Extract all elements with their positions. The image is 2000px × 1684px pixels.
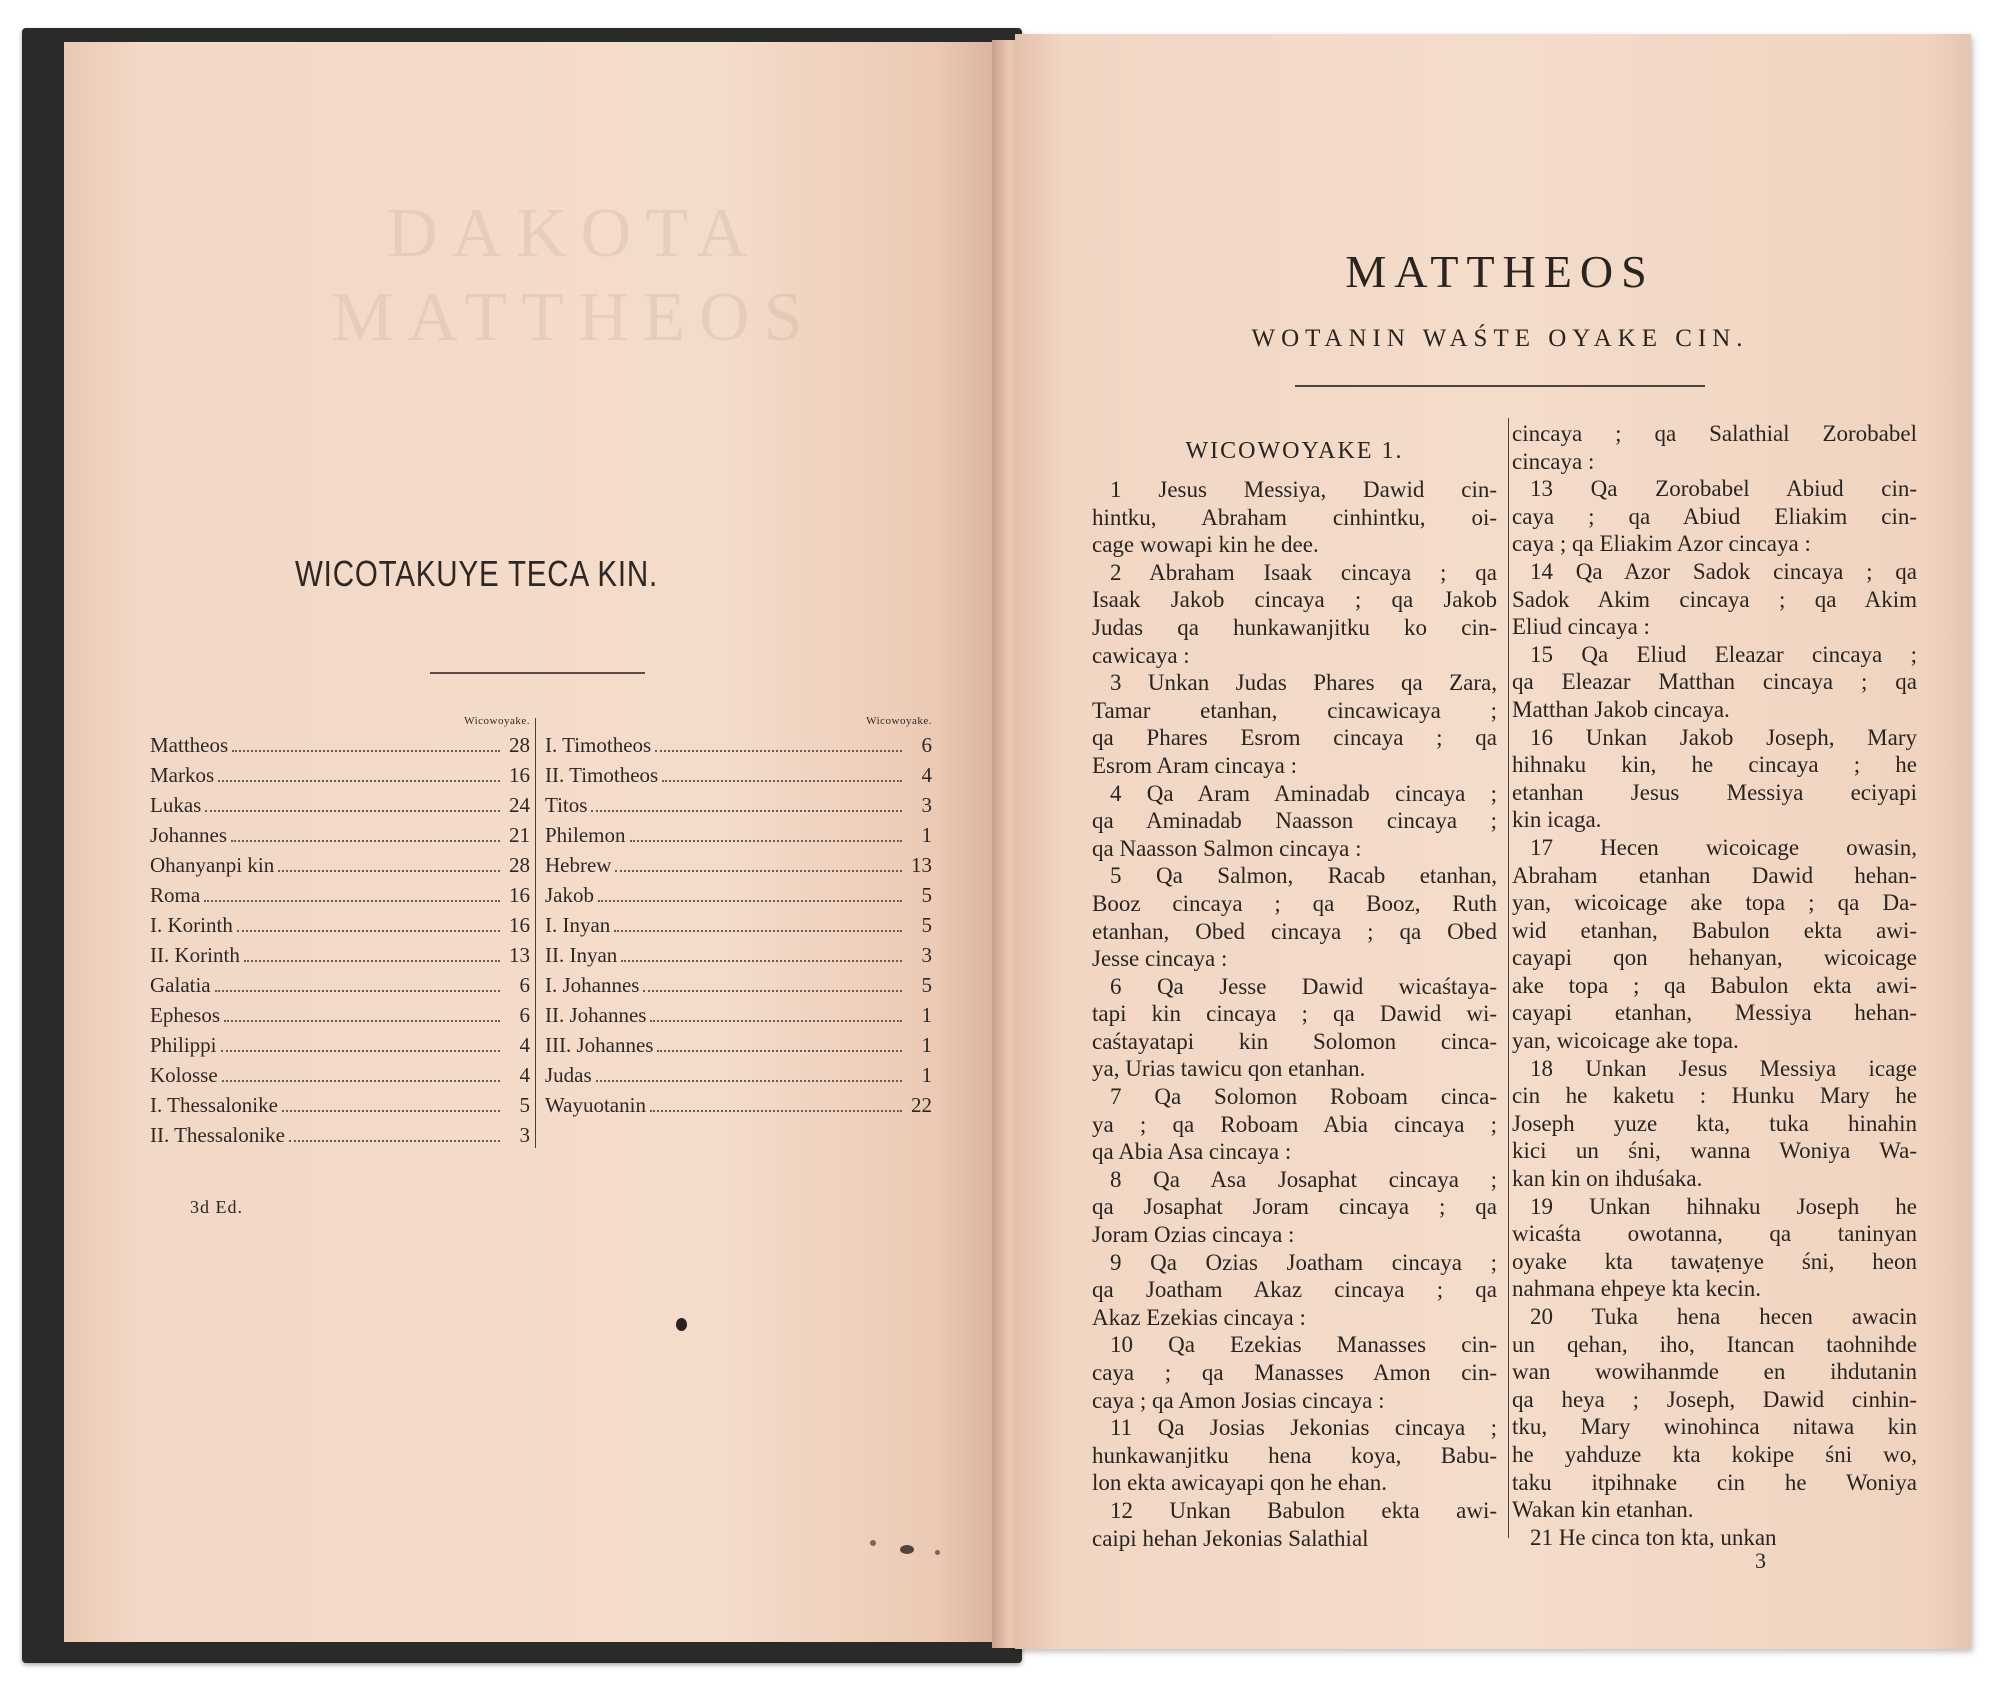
text-line: etanhan, Obed cincaya ; qa Obed <box>1092 918 1497 944</box>
toc-chapter-count: 5 <box>921 913 932 937</box>
toc-column-2 <box>545 712 932 1120</box>
toc-leader-dots <box>231 840 500 842</box>
toc-entry <box>150 1060 530 1090</box>
toc-entry <box>545 1060 932 1090</box>
toc-leader-dots <box>282 1110 500 1112</box>
toc-chapter-count: 21 <box>509 823 530 847</box>
toc-chapter-count: 3 <box>921 793 932 817</box>
toc-chapter-count: 5 <box>921 883 932 907</box>
toc-entry <box>545 910 932 940</box>
toc-entry <box>545 730 932 760</box>
column-header: Wicowoyake. <box>866 715 932 727</box>
ink-speck <box>900 1545 914 1554</box>
text-line: kan kin on ihduśaka. <box>1512 1166 1703 1192</box>
text-line: qa Aminadab Naasson cincaya ; <box>1092 808 1497 834</box>
text-line: Eliud cincaya : <box>1512 614 1650 640</box>
text-column-left <box>1092 420 1497 1552</box>
edition-note: 3d Ed. <box>190 1197 243 1217</box>
toc-chapter-count: 4 <box>519 1033 530 1057</box>
text-line: cage wowapi kin he dee. <box>1092 532 1319 558</box>
text-line: qa Josaphat Joram cincaya ; qa <box>1092 1194 1497 1220</box>
title-rule <box>1295 385 1705 387</box>
text-line: cin he kaketu : Hunku Mary he <box>1512 1083 1917 1109</box>
text-line: qa Naasson Salmon cincaya : <box>1092 835 1362 861</box>
toc-leader-dots <box>643 990 902 992</box>
column-separator <box>1508 418 1509 1538</box>
text-line: lon ekta awicayapi qon he ehan. <box>1092 1470 1388 1496</box>
toc-entry <box>545 790 932 820</box>
text-line: Esrom Aram cincaya : <box>1092 752 1298 778</box>
toc-entry <box>150 850 530 880</box>
text-line: caśtayatapi kin Solomon cinca- <box>1092 1028 1497 1054</box>
text-line: 20 Tuka hena hecen awacin <box>1530 1304 1917 1329</box>
toc-entry <box>150 940 530 970</box>
toc-leader-dots <box>289 1140 500 1142</box>
text-line: 4 Qa Aram Aminadab cincaya ; <box>1110 780 1497 806</box>
toc-book-name: II. Korinth <box>150 943 240 967</box>
toc-entry <box>545 1030 932 1060</box>
text-line: qa heya ; Joseph, Dawid cinhin- <box>1512 1386 1917 1412</box>
bleed-through-text: DAKOTA MATTHEOS <box>331 195 817 356</box>
text-line: Abraham etanhan Dawid hehan- <box>1512 862 1917 888</box>
toc-entry <box>545 880 932 910</box>
text-line: 5 Qa Salmon, Racab etanhan, <box>1110 863 1497 889</box>
text-line: taku itpihnake cin he Woniya <box>1512 1469 1917 1495</box>
text-column-right <box>1512 420 1917 1551</box>
toc-entry <box>150 820 530 850</box>
text-line: qa Joatham Akaz cincaya ; qa <box>1092 1277 1497 1303</box>
toc-book-name: Hebrew <box>545 853 612 877</box>
ink-speck <box>676 1318 687 1331</box>
toc-entry <box>150 760 530 790</box>
text-line: caya ; qa Eliakim Azor cincaya : <box>1512 531 1811 557</box>
toc-book-name: Jakob <box>545 883 594 907</box>
verse-lines <box>1512 420 1917 1551</box>
toc-leader-dots <box>662 780 902 782</box>
toc-entry <box>150 730 530 760</box>
text-line: 11 Qa Josias Jekonias cincaya ; <box>1110 1415 1497 1441</box>
toc-chapter-count: 5 <box>519 1093 530 1117</box>
toc-leader-dots <box>596 1080 902 1082</box>
toc-chapter-count: 1 <box>921 1063 932 1087</box>
toc-book-name: Lukas <box>150 793 202 817</box>
text-line: yan, wicoicage ake topa ; qa Da- <box>1512 890 1917 916</box>
toc-leader-dots <box>222 1080 500 1082</box>
text-line: Booz cincaya ; qa Booz, Ruth <box>1092 890 1497 916</box>
text-line: Joseph yuze kta, tuka hinahin <box>1512 1110 1917 1136</box>
toc-book-name: II. Johannes <box>545 1003 647 1027</box>
text-line: ake topa ; qa Babulon ekta awi- <box>1512 972 1917 998</box>
toc-chapter-count: 16 <box>509 763 530 787</box>
text-line: 2 Abraham Isaak cincaya ; qa <box>1110 559 1497 585</box>
text-line: Jesse cincaya : <box>1092 946 1228 972</box>
toc-chapter-count: 16 <box>509 883 530 907</box>
text-line: hintku, Abraham cinhintku, oi- <box>1092 504 1497 530</box>
toc-leader-dots <box>204 900 500 902</box>
toc-chapter-count: 4 <box>921 763 932 787</box>
toc-leader-dots <box>650 1110 902 1112</box>
toc-chapter-count: 28 <box>509 853 530 877</box>
toc-leader-dots <box>615 870 902 872</box>
toc-chapter-count: 1 <box>921 1003 932 1027</box>
toc-entry <box>545 850 932 880</box>
toc-leader-dots <box>650 1020 902 1022</box>
toc-chapter-count: 3 <box>921 943 932 967</box>
text-line: 15 Qa Eliud Eleazar cincaya ; <box>1530 641 1917 667</box>
text-line: Wakan kin etanhan. <box>1512 1497 1694 1523</box>
text-line: qa Abia Asa cincaya : <box>1092 1139 1292 1165</box>
toc-chapter-count: 24 <box>509 793 530 817</box>
toc-book-name: Philippi <box>150 1033 217 1057</box>
toc-chapter-count: 1 <box>921 1033 932 1057</box>
text-line: he yahduze kta kokipe śni wo, <box>1512 1441 1917 1467</box>
text-line: Tamar etanhan, cincawicaya ; <box>1092 697 1497 723</box>
text-line: wicaśta owotanna, qa taninyan <box>1512 1221 1917 1247</box>
toc-leader-dots <box>224 1020 500 1022</box>
text-line: 10 Qa Ezekias Manasses cin- <box>1110 1332 1497 1358</box>
text-line: tapi kin cincaya ; qa Dawid wi- <box>1092 1001 1497 1027</box>
text-line: un qehan, iho, Itancan taohnihde <box>1512 1331 1917 1357</box>
contents-title: WICOTAKUYE TECA KIN. <box>295 553 659 594</box>
text-line: kici un śni, wanna Woniya Wa- <box>1512 1138 1917 1164</box>
text-line: ya ; qa Roboam Abia cincaya ; <box>1092 1111 1497 1137</box>
page-number: 3 <box>1755 1548 1766 1573</box>
text-line: 21 He cinca ton kta, unkan <box>1530 1524 1777 1550</box>
text-line: yan, wicoicage ake topa. <box>1512 1028 1739 1054</box>
toc-chapter-count: 1 <box>921 823 932 847</box>
toc-book-name: Roma <box>150 883 201 907</box>
text-line: 14 Qa Azor Sadok cincaya ; qa <box>1530 558 1917 584</box>
text-line: cincaya ; qa Salathial Zorobabel <box>1512 421 1917 446</box>
toc-book-name: Philemon <box>545 823 626 847</box>
toc-leader-dots <box>591 810 902 812</box>
chapter-heading: WICOWOYAKE 1. <box>1185 438 1404 464</box>
text-line: Isaak Jakob cincaya ; qa Jakob <box>1092 587 1497 613</box>
text-line: Judas qa hunkawanjitku ko cin- <box>1092 614 1497 640</box>
text-line: 8 Qa Asa Josaphat cincaya ; <box>1110 1166 1497 1192</box>
toc-entry <box>545 1000 932 1030</box>
toc-book-name: I. Inyan <box>545 913 611 937</box>
toc-chapter-count: 6 <box>921 733 932 757</box>
toc-chapter-count: 4 <box>519 1063 530 1087</box>
text-line: 7 Qa Solomon Roboam cinca- <box>1110 1084 1497 1110</box>
toc-book-name: II. Inyan <box>545 943 618 967</box>
contents-rule <box>430 672 645 674</box>
toc-leader-dots <box>215 990 500 992</box>
toc-entry <box>545 820 932 850</box>
ink-speck <box>935 1550 940 1555</box>
toc-leader-dots <box>598 900 902 902</box>
toc-chapter-count: 6 <box>519 1003 530 1027</box>
toc-leader-dots <box>630 840 902 842</box>
toc-entry <box>150 970 530 1000</box>
text-line: caya ; qa Manasses Amon cin- <box>1092 1360 1497 1385</box>
toc-book-name: II. Thessalonike <box>150 1123 285 1147</box>
toc-list <box>150 730 530 1150</box>
text-line: Matthan Jakob cincaya. <box>1512 696 1730 722</box>
toc-chapter-count: 28 <box>509 733 530 757</box>
toc-book-name: Judas <box>545 1063 592 1087</box>
text-line: cayapi qon hehanyan, wicoicage <box>1512 945 1917 971</box>
toc-leader-dots <box>237 930 500 932</box>
toc-entry <box>150 1030 530 1060</box>
text-line: hihnaku kin, he cincaya ; he <box>1512 752 1917 778</box>
toc-book-name: I. Korinth <box>150 913 233 937</box>
toc-book-name: I. Johannes <box>545 973 640 997</box>
toc-chapter-count: 3 <box>519 1123 530 1147</box>
text-line: 19 Unkan hihnaku Joseph he <box>1530 1193 1917 1219</box>
text-line: kin icaga. <box>1512 807 1602 833</box>
text-line: 9 Qa Ozias Joatham cincaya ; <box>1110 1249 1497 1275</box>
toc-entry <box>150 1000 530 1030</box>
book-title: MATTHEOS <box>1345 246 1655 297</box>
toc-entry <box>150 910 530 940</box>
text-line: nahmana ehpeye kta kecin. <box>1512 1276 1762 1302</box>
toc-entry <box>545 940 932 970</box>
text-line: caya ; qa Abiud Eliakim cin- <box>1512 503 1917 529</box>
toc-leader-dots <box>218 780 500 782</box>
toc-divider <box>535 718 536 1148</box>
toc-book-name: Kolosse <box>150 1063 218 1087</box>
toc-leader-dots <box>621 960 902 962</box>
text-line: 6 Qa Jesse Dawid wicaśtaya- <box>1110 973 1497 999</box>
toc-book-name: Ohanyanpi kin <box>150 853 275 877</box>
toc-leader-dots <box>244 960 500 962</box>
text-line: etanhan Jesus Messiya eciyapi <box>1512 779 1917 805</box>
book-subtitle: WOTANIN WAŚTE OYAKE CIN. <box>1251 325 1749 352</box>
toc-book-name: Titos <box>545 793 588 817</box>
toc-list <box>545 730 932 1120</box>
toc-book-name: I. Thessalonike <box>150 1093 278 1117</box>
text-line: 3 Unkan Judas Phares qa Zara, <box>1110 670 1497 696</box>
text-line: 18 Unkan Jesus Messiya icage <box>1530 1055 1917 1081</box>
toc-entry <box>150 880 530 910</box>
text-line: Akaz Ezekias cincaya : <box>1092 1304 1306 1330</box>
text-line: wid etanhan, Babulon ekta awi- <box>1512 917 1917 943</box>
text-line: qa Eleazar Matthan cincaya ; qa <box>1512 669 1917 695</box>
toc-leader-dots <box>655 750 902 752</box>
text-line: caya ; qa Amon Josias cincaya : <box>1092 1387 1385 1413</box>
ink-speck <box>870 1540 876 1546</box>
toc-chapter-count: 6 <box>519 973 530 997</box>
column-header: Wicowoyake. <box>464 715 530 727</box>
text-line: 1 Jesus Messiya, Dawid cin- <box>1110 477 1497 502</box>
toc-book-name: Wayuotanin <box>545 1093 646 1117</box>
text-line: 16 Unkan Jakob Joseph, Mary <box>1530 724 1917 750</box>
toc-entry <box>150 1120 530 1150</box>
toc-entry <box>545 970 932 1000</box>
toc-leader-dots <box>232 750 500 752</box>
text-line: qa Phares Esrom cincaya ; qa <box>1092 725 1497 751</box>
toc-book-name: Galatia <box>150 973 211 997</box>
toc-chapter-count: 22 <box>911 1093 932 1117</box>
toc-book-name: Mattheos <box>150 733 229 757</box>
text-line: cayapi etanhan, Messiya hehan- <box>1512 1000 1917 1026</box>
toc-entry <box>150 1090 530 1120</box>
toc-book-name: Johannes <box>150 823 227 847</box>
toc-column-1 <box>150 712 530 1150</box>
toc-leader-dots <box>221 1050 500 1052</box>
text-line: cawicaya : <box>1092 642 1190 668</box>
toc-book-name: II. Timotheos <box>545 763 659 787</box>
toc-book-name: Markos <box>150 763 215 787</box>
text-line: Joram Ozias cincaya : <box>1092 1222 1295 1248</box>
text-line: wan wowihanmde en ihdutanin <box>1512 1359 1917 1385</box>
toc-chapter-count: 13 <box>911 853 932 877</box>
text-line: 12 Unkan Babulon ekta awi- <box>1110 1497 1497 1523</box>
verse-lines <box>1092 476 1497 1552</box>
toc-chapter-count: 13 <box>509 943 530 967</box>
toc-leader-dots <box>205 810 500 812</box>
toc-entry <box>150 790 530 820</box>
text-line: Sadok Akim cincaya ; qa Akim <box>1512 586 1917 612</box>
toc-book-name: Ephesos <box>150 1003 220 1027</box>
text-line: 17 Hecen wicoicage owasin, <box>1530 834 1917 860</box>
text-line: tku, Mary winohinca nitawa kin <box>1512 1414 1917 1440</box>
toc-leader-dots <box>278 870 500 872</box>
text-line: ya, Urias tawicu qon etanhan. <box>1092 1056 1366 1082</box>
toc-leader-dots <box>614 930 902 932</box>
toc-chapter-count: 16 <box>509 913 530 937</box>
text-line: cincaya : <box>1512 448 1595 474</box>
text-line: 13 Qa Zorobabel Abiud cin- <box>1530 476 1917 502</box>
toc-book-name: III. Johannes <box>545 1033 654 1057</box>
text-line: oyake kta tawaṭenye śni, heon <box>1512 1248 1917 1274</box>
toc-entry <box>545 760 932 790</box>
toc-entry <box>545 1090 932 1120</box>
text-line: caipi hehan Jekonias Salathial <box>1092 1525 1369 1551</box>
text-line: hunkawanjitku hena koya, Babu- <box>1092 1442 1497 1468</box>
toc-chapter-count: 5 <box>921 973 932 997</box>
toc-book-name: I. Timotheos <box>545 733 652 757</box>
toc-leader-dots <box>657 1050 902 1052</box>
